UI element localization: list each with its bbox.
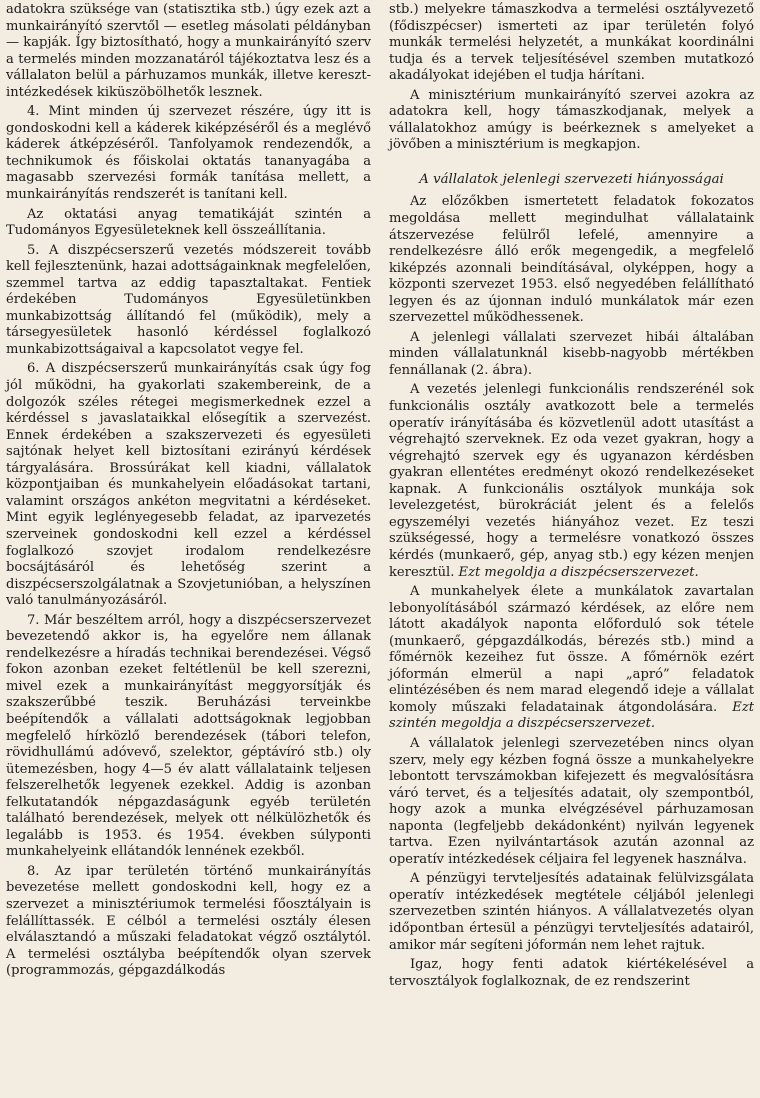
section-heading: A vállalatok jelenlegi szervezeti hiányosságai	[419, 171, 724, 187]
paragraph-item-4: 4. Mint minden új szervezet részére, úgy itt is gondoskodni kell a káderek kiképzéséről és a meglévő káderek átképzéséről. Tanfolyamok rendezendők, a technikumok és főiskolai oktatás tananyagába a magasabb szervezési formák tanítása mellett, a munkairányítás rendszerét is tanítani kell.	[6, 104, 371, 203]
functional-system-conclusion: Ezt megoldja a diszpécserszervezet.	[458, 564, 699, 580]
right-column	[389, 2, 754, 1098]
paragraph-item-6: 6. A diszpécserszerű munkairányítás csak úgy fog jól működni, ha gyakorlati szakembereink, de a dolgozók széles rétegei megismerkednek ezzel a kérdéssel s javaslataikkal elősegítik a szervezést. Ennek érdekében a szakszervezeti és egyesületi sajtónak helyet kell biztosítani ezirányú kérdések tárgyalására. Brossúrákat kell kiadni, vállalatok központjaiban és munkahelyein előadásokat tartani, valamint országos ankéton megvitatni a kérdéseket. Mint egyik leglényegesebb feladat, az iparvezetés szerveinek gondoskodni kell ezzel a kérdéssel foglalkozó szovjet irodalom rendelkezésre bocsájtásáról és lehetőség szerint a diszpécserszolgálatnak a Szovjetunióban, a helyszínen való tanulmányozásáról.	[6, 361, 371, 609]
paragraph-reorganization: Az előzőkben ismertetett feladatok fokozatos megoldása mellett megindulhat vállalataink átszervezése felülről lefelé, amennyire a rendelkezésre álló erők megengedik, a megfelelő kiképzés azonnali beindításával, olyképpen, hogy a központi szervezet 1953. első negyedében felállítható legyen és az újonnan induló munkálatok már ezen szervezettel működhessenek.	[389, 194, 754, 326]
paragraph-item-8: 8. Az ipar területén történő munkairányítás bevezetése mellett gondoskodni kell, hogy ez a szervezet a minisztériumok termelési főosztályain is felállíttassék. E célból a termelési osztály élesen elválasztandó a műszaki feladatokat végző osztálytól. A termelési osztályba beépítendők olyan szervek (programmozás, gépgazdálkodás	[6, 863, 371, 979]
paragraph-chief-engineer	[389, 584, 754, 733]
paragraph-item-7: 7. Már beszéltem arról, hogy a diszpécserszervezet bevezetendő akkor is, ha egyelőre nem állanak rendelkezésre a híradás technikai berendezései. Végső fokon azonban ezeket feltétlenül be kell szerezni, mivel ezek a munkairányítást meggyorsítják és szakszerűbbé teszik. Beruházási terveinkbe beépítendők a vállalati adottságoknak legjobban megfelelő hírközlő berendezések (tábori telefon, rövidhullámú adóvevő, szelektor, géptávíró stb.) oly ütemezésben, hogy 4—5 év alatt vállalataink teljesen felszerelhetők legyenek ezekkel. Addig is azonban felkutatandók népgazdaságunk egyéb területén található berendezések, melyek ott nélkülözhetők és legalább is 1953. és 1954. években súlyponti munkahelyeink ellátandók lennének ezekből.	[6, 612, 371, 860]
left-column	[6, 2, 371, 1098]
paragraph-item-5: 5. A diszpécserszerű vezetés módszereit tovább kell fejlesztenünk, hazai adottságainknak megfelelően, szemmel tartva az eddig tapasztaltakat. Fentiek érdekében Tudományos Egyesületünkben munkabizottság állítandó fel (működik), mely a társegyesületek hasonló kérdéssel foglalkozó munkabizottságaival a kapcsolatot vegye fel.	[6, 242, 371, 357]
paragraph-curriculum: Az oktatási anyag tematikáját szintén a Tudományos Egyesületeknek kell összeállítania.	[6, 206, 371, 239]
functional-system-text: A vezetés jelenlegi funkcionális rendszerénél sok funkcionális osztály avatkozott bele a termelés operatív irányításába és közvetlenül adott utasítást a végrehajtó szerveknek. Ez oda vezet gyakran, hogy a végrehajtó szervek egy és ugyanazon kérdésben gyakran ellentétes eredményt okozó rendelkezéseket kapnak. A funkcionális osztályok munkája sok levelezgetést, bürokráciát jelent és a felelős egyszemélyi vezetés hiányához vezet. Ez teszi szükségessé, hogy a termelésre vonatkozó összes kérdés (munkaerő, gép, anyag stb.) egy kézen menjen keresztül.	[389, 382, 754, 580]
paragraph-functional-system	[389, 382, 754, 581]
paragraph-continued-right: stb.) melyekre támaszkodva a termelési osztályvezető (fődiszpécser) ismerteti az ipar területén folyó munkák termelési helyzetét, a munkákat koordinálni tudja és a tervek teljesítésével szemben mutatkozó akadályokat idejében el tudja hárítani.	[389, 2, 754, 84]
paragraph-financial-review: A pénzügyi tervteljesítés adatainak felülvizsgálata operatív intézkedések megtétele céljából jelenlegi szervezetben szintén hiányos. A vállalatvezetés olyan időpontban értesül a pénzügyi tervteljesítés adatairól, amikor már segíteni jóformán nem lehet rajtuk.	[389, 871, 754, 953]
chief-engineer-conclusion: Ezt szintén megoldja a diszpécserszervezet.	[389, 699, 754, 732]
paragraph-ministry: A minisztérium munkairányító szervei azokra az adatokra kell, hogy támaszkodjanak, melyek a vállalatokhoz amúgy is beérkeznek s amelyeket a jövőben a minisztérium is megkapjon.	[389, 87, 754, 153]
paragraph-current-faults: A jelenlegi vállalati szervezet hibái általában minden vállalatunknál kisebb-nagyobb mértékben fennállanak (2. ábra).	[389, 329, 754, 378]
paragraph-continued: adatokra szüksége van (statisztika stb.) úgy ezek azt a munkairányító szervtől — esetleg másolati példányban — kapják. Így biztosítható, hogy a munkairányító szerv a termelés minden mozzanatáról tájékoztatva lesz és a vállalaton belül a párhuzamos munkák, illetve kereszt-intézkedések kiküszöbölhetők lesznek.	[6, 2, 371, 100]
paragraph-plan-departments: Igaz, hogy fenti adatok kiértékelésével a tervosztályok foglalkoznak, de ez rendszerint	[389, 957, 754, 989]
chief-engineer-text: A munkahelyek élete a munkálatok zavartalan lebonyolításából származó kérdések, az előre nem látott akadályok naponta előforduló sok tétele (munkaerő, gépgazdálkodás, bérezés stb.) mind a főmérnök kezeihez fut össze. A főmérnök ezért jóformán elmerül a napi „apró” feladatok elintézésében és nem marad elegendő ideje a vállalat komoly műszaki feladatainak átgondolására.	[389, 584, 754, 715]
paragraph-plan-tracking: A vállalatok jelenlegi szervezetében nincs olyan szerv, mely egy kézben fogná össze a munkahelyekre lebontott tervszámokban kifejezett és megvalósításra váró tervet, és a teljesítés adatait, oly szempontból, hogy azok a munka elvégzésével párhuzamosan naponta (legfeljebb dekádonként) nyilván legyenek tartva. Ezen nyilvántartások azután azonnal az operatív intézkedések céljaira fel legyenek használva.	[389, 735, 754, 867]
